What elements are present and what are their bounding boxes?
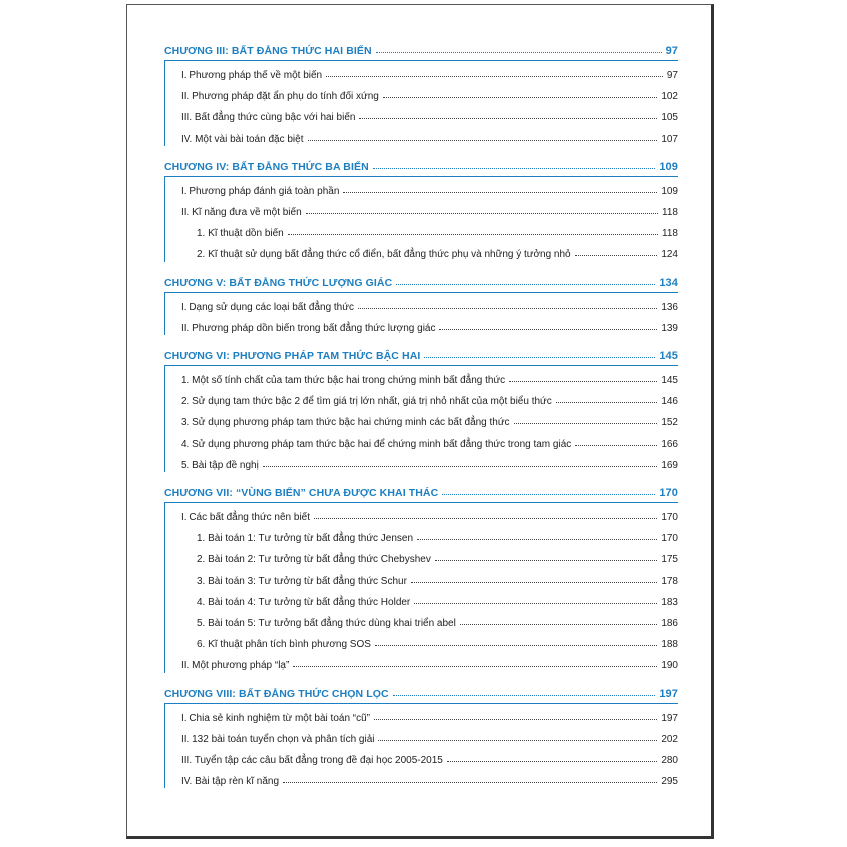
entry-page-number: 145	[661, 375, 678, 386]
entry-title: 1. Bài toán 1: Tư tưởng từ bất đẳng thức Jensen	[197, 533, 414, 545]
chapter-title: CHƯƠNG VI: PHƯƠNG PHÁP TAM THỨC BẬC HAI	[164, 350, 421, 362]
toc-entry[interactable]	[181, 181, 678, 197]
leader-dots	[358, 307, 657, 309]
toc-entry[interactable]	[181, 434, 678, 450]
toc-entry[interactable]	[181, 655, 678, 671]
section-side-rule	[164, 292, 165, 335]
entry-title: 2. Kĩ thuật sử dụng bất đẳng thức cổ điển, bất đẳng thức phụ và những ý tưởng nhỏ	[197, 249, 571, 261]
chapter-divider	[164, 703, 678, 704]
leader-dots	[314, 517, 657, 519]
chapter-title: CHƯƠNG VIII: BẤT ĐẲNG THỨC CHỌN LỌC	[164, 687, 389, 700]
entry-page-number: 118	[662, 228, 678, 240]
leader-dots	[343, 191, 657, 193]
leader-dots	[373, 167, 656, 169]
entry-page-number: 170	[661, 512, 678, 523]
leader-dots	[447, 760, 657, 762]
leader-dots	[393, 694, 656, 696]
leader-dots	[326, 75, 663, 77]
chapter-divider	[164, 60, 678, 61]
toc-entry[interactable]	[181, 297, 678, 313]
section-side-rule	[164, 502, 165, 673]
chapter-title: CHƯƠNG V: BẤT ĐẲNG THỨC LƯỢNG GIÁC	[164, 276, 393, 289]
entry-title: 5. Bài tập đề nghị	[181, 459, 259, 471]
entry-page-number: 166	[661, 438, 678, 450]
entry-page-number: 197	[661, 712, 678, 724]
chapter-heading[interactable]	[164, 481, 678, 499]
entry-page-number: 152	[661, 417, 678, 429]
entry-title: II. Một phương pháp “lạ”	[181, 660, 290, 672]
entry-page-number: 102	[661, 91, 678, 103]
section-side-rule	[164, 365, 165, 472]
toc-entry[interactable]	[181, 412, 678, 428]
entry-page-number: 136	[661, 301, 678, 313]
toc-entry[interactable]	[181, 370, 678, 386]
entry-page-number: 183	[661, 596, 678, 608]
chapter-heading[interactable]	[164, 39, 678, 57]
entry-page-number: 169	[661, 459, 678, 471]
entry-title: 3. Bài toán 3: Tư tưởng từ bất đẳng thức Schur	[197, 575, 407, 587]
entry-title: III. Tuyển tập các câu bất đẳng trong đề đại học 2005-2015	[181, 755, 443, 766]
chapter-divider	[164, 292, 678, 293]
entry-page-number: 202	[661, 733, 678, 745]
toc-subentry[interactable]	[197, 634, 678, 650]
leader-dots	[308, 139, 658, 141]
entry-page-number: 188	[661, 639, 678, 651]
entry-title: IV. Một vài bài toán đặc biệt	[181, 133, 304, 145]
leader-dots	[417, 538, 657, 540]
chapter-title: CHƯƠNG IV: BẤT ĐẲNG THỨC BA BIẾN	[164, 160, 369, 173]
toc-entry[interactable]	[181, 107, 678, 123]
entry-title: 1. Một số tính chất của tam thức bậc hai trong chứng minh bất đẳng thức	[181, 375, 506, 386]
leader-dots	[556, 401, 658, 403]
leader-dots	[359, 117, 657, 119]
entry-title: II. 132 bài toán tuyển chọn và phân tích giải	[181, 733, 375, 745]
entry-page-number: 124	[661, 249, 678, 261]
entry-title: I. Dạng sử dụng các loại bất đẳng thức	[181, 301, 354, 313]
chapter-heading[interactable]	[164, 682, 678, 700]
entry-page-number: 105	[661, 112, 678, 124]
toc-entry[interactable]	[181, 202, 678, 218]
toc-subentry[interactable]	[197, 528, 678, 544]
toc-entry[interactable]	[181, 507, 678, 523]
entry-page-number: 170	[661, 533, 678, 545]
entry-page-number: 107	[661, 133, 678, 145]
leader-dots	[263, 465, 657, 467]
entry-title: I. Phương pháp thế về một biến	[181, 70, 323, 81]
entry-page-number: 118	[662, 207, 678, 218]
entry-title: 3. Sử dụng phương pháp tam thức bậc hai chứng minh các bất đẳng thức	[181, 417, 510, 429]
chapter-page-number: 145	[659, 350, 678, 362]
leader-dots	[378, 739, 657, 741]
leader-dots	[509, 380, 657, 382]
entry-title: 1. Kĩ thuật dồn biến	[197, 228, 284, 240]
toc-entry[interactable]	[181, 729, 678, 745]
entry-page-number: 190	[661, 660, 678, 672]
entry-title: II. Phương pháp đặt ẩn phụ do tính đối xứng	[181, 91, 379, 103]
toc-subentry[interactable]	[197, 549, 678, 565]
chapter-title: CHƯƠNG VII: “VÙNG BIỂN” CHƯA ĐƯỢC KHAI THÁC	[164, 487, 439, 499]
entry-page-number: 139	[661, 322, 678, 334]
toc-subentry[interactable]	[197, 571, 678, 587]
chapter-heading[interactable]	[164, 271, 678, 289]
entry-title: IV. Bài tập rèn kĩ năng	[181, 776, 280, 788]
leader-dots	[460, 623, 657, 625]
chapter-page-number: 109	[659, 160, 678, 173]
leader-dots	[439, 328, 657, 330]
chapter-divider	[164, 176, 678, 177]
entry-title: 4. Sử dụng phương pháp tam thức bậc hai để chứng minh bất đẳng thức trong tam giác	[181, 438, 572, 450]
toc-entry[interactable]	[181, 750, 678, 766]
toc-entry[interactable]	[181, 771, 678, 787]
entry-title: II. Phương pháp dồn biến trong bất đẳng thức lượng giác	[181, 322, 436, 334]
entry-page-number: 109	[661, 185, 678, 197]
chapter-page-number: 97	[665, 45, 678, 57]
leader-dots	[435, 559, 657, 561]
entry-title: III. Bất đẳng thức cùng bậc với hai biến	[181, 112, 356, 124]
section-side-rule	[164, 703, 165, 789]
entry-title: I. Chia sẻ kinh nghiệm từ một bài toán “cũ”	[181, 712, 371, 724]
leader-dots	[514, 422, 658, 424]
toc-entry[interactable]	[181, 65, 678, 81]
chapter-divider	[164, 502, 678, 503]
entry-page-number: 146	[661, 396, 678, 408]
entry-page-number: 280	[661, 755, 678, 766]
chapter-heading[interactable]	[164, 344, 678, 362]
book-page	[126, 4, 714, 839]
chapter-divider	[164, 365, 678, 366]
leader-dots	[396, 283, 655, 285]
toc-entry[interactable]	[181, 391, 678, 407]
entry-title: II. Kĩ năng đưa về một biến	[181, 207, 302, 218]
leader-dots	[376, 51, 662, 53]
leader-dots	[414, 602, 657, 604]
chapter-page-number: 134	[659, 276, 678, 289]
toc-entry[interactable]	[181, 455, 678, 471]
leader-dots	[442, 493, 655, 495]
entry-page-number: 178	[661, 575, 678, 587]
leader-dots	[575, 444, 657, 446]
leader-dots	[575, 254, 658, 256]
entry-page-number: 186	[661, 618, 678, 629]
toc-subentry[interactable]	[197, 223, 678, 239]
entry-title: I. Phương pháp đánh giá toàn phần	[181, 185, 340, 197]
toc-entry[interactable]	[181, 708, 678, 724]
entry-title: 2. Bài toán 2: Tư tưởng từ bất đẳng thức Chebyshev	[197, 554, 431, 566]
entry-title: 2. Sử dụng tam thức bậc 2 để tìm giá trị lớn nhất, giá trị nhỏ nhất của một biểu thức	[181, 396, 552, 408]
entry-title: I. Các bất đẳng thức nên biết	[181, 512, 310, 523]
entry-title: 4. Bài toán 4: Tư tưởng từ bất đẳng thức Holder	[197, 596, 411, 608]
entry-title: 5. Bài toán 5: Tư tưởng bất đẳng thức dùng khai triển abel	[197, 618, 456, 629]
leader-dots	[383, 96, 657, 98]
toc-entry[interactable]	[181, 318, 678, 334]
toc-subentry[interactable]	[197, 592, 678, 608]
chapter-page-number: 170	[659, 487, 678, 499]
leader-dots	[411, 581, 657, 583]
section-side-rule	[164, 176, 165, 262]
entry-page-number: 175	[661, 554, 678, 566]
chapter-heading[interactable]	[164, 155, 678, 173]
leader-dots	[288, 233, 658, 235]
entry-page-number: 97	[666, 70, 678, 81]
leader-dots	[374, 718, 657, 720]
toc-subentry[interactable]	[197, 613, 678, 629]
leader-dots	[375, 644, 657, 646]
entry-title: 6. Kĩ thuật phân tích bình phương SOS	[197, 639, 371, 651]
leader-dots	[306, 212, 658, 214]
leader-dots	[424, 356, 655, 358]
chapter-page-number: 197	[659, 687, 678, 700]
section-side-rule	[164, 60, 165, 146]
toc-entry[interactable]	[181, 86, 678, 102]
toc-subentry[interactable]	[197, 244, 678, 260]
entry-page-number: 295	[661, 776, 678, 788]
chapter-title: CHƯƠNG III: BẤT ĐẲNG THỨC HAI BIẾN	[164, 45, 372, 57]
leader-dots	[283, 781, 657, 783]
toc-entry[interactable]	[181, 129, 678, 145]
leader-dots	[293, 665, 657, 667]
